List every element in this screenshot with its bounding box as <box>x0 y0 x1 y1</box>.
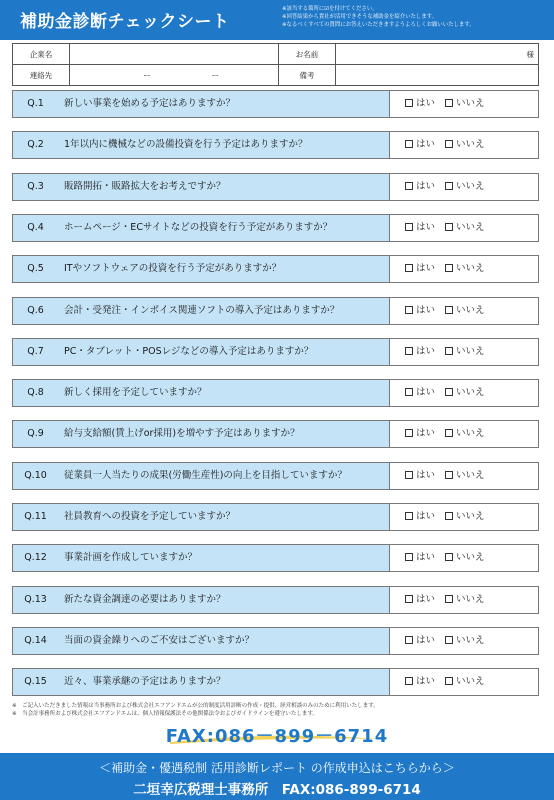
yes-checkbox[interactable] <box>405 471 413 479</box>
yes-label: はい <box>416 552 436 564</box>
no-label: いいえ <box>456 263 485 275</box>
no-checkbox[interactable] <box>445 429 453 437</box>
no-label: いいえ <box>456 511 485 522</box>
yes-checkbox[interactable] <box>405 553 413 561</box>
question-text: 近々、事業承継の予定はありますか？ <box>58 669 390 695</box>
contact-dash: ー <box>143 70 151 80</box>
yes-option[interactable] <box>405 669 435 695</box>
question-text: 新しく採用を予定していますか？ <box>58 380 390 406</box>
contact-field[interactable] <box>70 65 279 86</box>
question-row <box>12 627 539 655</box>
question-text: PC・タブレット・POSレジなどの導入予定はありますか？ <box>58 339 390 365</box>
no-option[interactable] <box>445 421 485 447</box>
no-option[interactable] <box>445 463 485 489</box>
contact-label: 連絡先 <box>13 65 70 86</box>
no-option[interactable] <box>445 174 485 200</box>
question-options <box>405 215 495 241</box>
question-number: Q.5 <box>13 256 59 282</box>
question-number: Q.13 <box>13 587 59 613</box>
yes-label: はい <box>416 511 436 522</box>
no-checkbox[interactable] <box>445 347 453 355</box>
question-number: Q.12 <box>13 545 59 571</box>
question-text: 1年以内に機械などの設備投資を行う予定はありますか？ <box>58 132 390 158</box>
no-checkbox[interactable] <box>445 636 453 644</box>
question-text: 販路開拓・販路拡大をお考えですか？ <box>58 174 390 200</box>
no-checkbox[interactable] <box>445 677 453 685</box>
question-options <box>405 628 495 654</box>
yes-option[interactable] <box>405 91 435 117</box>
question-text: 社員教育への投資を予定していますか？ <box>58 504 390 530</box>
no-label: いいえ <box>456 387 485 399</box>
question-number: Q.2 <box>13 132 59 158</box>
header-bar <box>0 0 554 40</box>
yes-option[interactable] <box>405 132 435 158</box>
question-options <box>405 380 495 406</box>
question-options <box>405 298 495 324</box>
question-row <box>12 462 539 490</box>
yes-label: はい <box>416 221 436 233</box>
info-table <box>12 43 539 86</box>
no-checkbox[interactable] <box>445 471 453 479</box>
no-label: いいえ <box>456 634 485 646</box>
yes-checkbox[interactable] <box>405 429 413 437</box>
name-label: お名前 <box>279 44 336 65</box>
question-options <box>405 91 495 117</box>
no-option[interactable] <box>445 91 485 117</box>
yes-checkbox[interactable] <box>405 677 413 685</box>
no-checkbox[interactable] <box>445 182 453 190</box>
yes-option[interactable] <box>405 215 435 241</box>
question-number: Q.14 <box>13 628 59 654</box>
yes-checkbox[interactable] <box>405 223 413 231</box>
remarks-field[interactable] <box>336 65 539 86</box>
question-row <box>12 131 539 159</box>
question-row <box>12 544 539 572</box>
yes-label: はい <box>416 428 436 440</box>
yes-checkbox[interactable] <box>405 347 413 355</box>
question-number: Q.15 <box>13 669 59 695</box>
no-option[interactable] <box>445 628 485 654</box>
no-option[interactable] <box>445 669 485 695</box>
question-text: 新しい事業を始める予定はありますか？ <box>58 91 390 117</box>
yes-option[interactable] <box>405 545 435 571</box>
no-checkbox[interactable] <box>445 140 453 148</box>
yes-checkbox[interactable] <box>405 264 413 272</box>
company-field[interactable] <box>70 44 279 65</box>
no-option[interactable] <box>445 504 485 530</box>
no-option[interactable] <box>445 587 485 613</box>
question-options <box>405 421 495 447</box>
question-row <box>12 586 539 614</box>
no-label: いいえ <box>456 469 485 481</box>
yes-option[interactable] <box>405 298 435 324</box>
name-field[interactable] <box>336 44 539 65</box>
no-label: いいえ <box>456 139 485 151</box>
question-number: Q.4 <box>13 215 59 241</box>
no-option[interactable] <box>445 380 485 406</box>
name-suffix: 様 <box>526 49 534 59</box>
footnotes <box>12 702 542 718</box>
footer-bar <box>0 753 554 800</box>
yes-option[interactable] <box>405 463 435 489</box>
no-label: いいえ <box>456 345 485 357</box>
no-label: いいえ <box>456 98 485 109</box>
question-row <box>12 338 539 366</box>
page-title: 補助金診断チェックシート <box>20 12 230 32</box>
yes-option[interactable] <box>405 504 435 530</box>
question-number: Q.3 <box>13 174 59 200</box>
question-number: Q.1 <box>13 91 59 117</box>
yes-label: はい <box>416 98 436 109</box>
question-text: 新たな資金調達の必要はありますか？ <box>58 587 390 613</box>
question-text: 当面の資金繰りへのご不安はございますか？ <box>58 628 390 654</box>
question-row <box>12 173 539 201</box>
yes-option[interactable] <box>405 380 435 406</box>
no-checkbox[interactable] <box>445 99 453 107</box>
yes-label: はい <box>416 469 436 481</box>
question-number: Q.7 <box>13 339 59 365</box>
company-label: 企業名 <box>13 44 70 65</box>
question-options <box>405 339 495 365</box>
no-checkbox[interactable] <box>445 264 453 272</box>
no-option[interactable] <box>445 132 485 158</box>
question-row <box>12 297 539 325</box>
yes-label: はい <box>416 304 436 316</box>
question-number: Q.8 <box>13 380 59 406</box>
yes-label: はい <box>416 676 436 688</box>
footer-line2: 二垣幸広税理士事務所 FAX:086-899-6714 <box>133 782 421 798</box>
yes-checkbox[interactable] <box>405 595 413 603</box>
question-options <box>405 132 495 158</box>
no-option[interactable] <box>445 339 485 365</box>
question-options <box>405 174 495 200</box>
question-row <box>12 90 539 118</box>
question-text: 会計・受発注・インボイス関連ソフトの導入予定はありますか？ <box>58 298 390 324</box>
question-row <box>12 668 539 696</box>
yes-checkbox[interactable] <box>405 182 413 190</box>
no-checkbox[interactable] <box>445 388 453 396</box>
footnote: ※ ご記入いただきました情報は当事務所および株式会社エフアンドエムが公的制度活用診断の作成・提供、経営相談のみのために利用いたします。 <box>12 703 379 709</box>
question-options <box>405 545 495 571</box>
header-notes <box>282 5 550 30</box>
yes-option[interactable] <box>405 628 435 654</box>
yes-checkbox[interactable] <box>405 388 413 396</box>
footer-line1: ＜補助金・優遇税制 活用診断レポート の作成申込はこちらから＞ <box>99 761 455 775</box>
yes-option[interactable] <box>405 256 435 282</box>
no-option[interactable] <box>445 298 485 324</box>
yes-checkbox[interactable] <box>405 512 413 520</box>
no-checkbox[interactable] <box>445 223 453 231</box>
no-checkbox[interactable] <box>445 306 453 314</box>
yes-checkbox[interactable] <box>405 140 413 148</box>
question-number: Q.11 <box>13 504 59 530</box>
question-number: Q.6 <box>13 298 59 324</box>
question-text: 給与支給額(賃上げor採用)を増やす予定はありますか？ <box>58 421 390 447</box>
yes-option[interactable] <box>405 421 435 447</box>
question-text: ITやソフトウェアの投資を行う予定がありますか？ <box>58 256 390 282</box>
no-label: いいえ <box>456 593 485 605</box>
yes-label: はい <box>416 345 436 357</box>
question-row <box>12 420 539 448</box>
no-label: いいえ <box>456 180 485 192</box>
no-label: いいえ <box>456 304 485 316</box>
yes-label: はい <box>416 180 436 192</box>
yes-option[interactable] <box>405 587 435 613</box>
no-option[interactable] <box>445 256 485 282</box>
question-row <box>12 379 539 407</box>
yes-label: はい <box>416 634 436 646</box>
no-checkbox[interactable] <box>445 595 453 603</box>
yes-option[interactable] <box>405 174 435 200</box>
question-text: 事業計画を作成していますか？ <box>58 545 390 571</box>
question-text: 従業員一人当たりの成果(労働生産性)の向上を目指していますか？ <box>58 463 390 489</box>
header-note: ※該当する箇所に☑を付けてください。 <box>282 6 378 12</box>
yes-option[interactable] <box>405 339 435 365</box>
yes-label: はい <box>416 139 436 151</box>
no-label: いいえ <box>456 428 485 440</box>
question-number: Q.9 <box>13 421 59 447</box>
contact-dash: ー <box>211 70 220 80</box>
question-options <box>405 504 495 530</box>
yes-checkbox[interactable] <box>405 636 413 644</box>
no-label: いいえ <box>456 221 485 233</box>
question-options <box>405 669 495 695</box>
yes-label: はい <box>416 593 436 605</box>
fax-number-large: FAX:086－899－6714 <box>165 726 389 747</box>
question-options <box>405 587 495 613</box>
question-row <box>12 214 539 242</box>
question-options <box>405 463 495 489</box>
yes-label: はい <box>416 263 436 275</box>
question-text: ホームページ・ECサイトなどの投資を行う予定がありますか？ <box>58 215 390 241</box>
no-checkbox[interactable] <box>445 553 453 561</box>
question-number: Q.10 <box>13 463 59 489</box>
yes-checkbox[interactable] <box>405 306 413 314</box>
yes-label: はい <box>416 387 436 399</box>
no-label: いいえ <box>456 552 485 564</box>
no-checkbox[interactable] <box>445 512 453 520</box>
no-label: いいえ <box>456 676 485 688</box>
question-row <box>12 503 539 531</box>
no-option[interactable] <box>445 215 485 241</box>
footnote: ※ 当会計事務所および株式会社エフアンドエムは、個人情報保護法その他関係法令およびガイドラインを遵守いたします。 <box>12 711 318 717</box>
yes-checkbox[interactable] <box>405 99 413 107</box>
remarks-label: 備考 <box>279 65 336 86</box>
no-option[interactable] <box>445 545 485 571</box>
header-note: ※なるべくすべての質問にお答えいただきますようよろしくお願いいたします。 <box>282 22 475 29</box>
header-note: ※回答結果から貴社が活用できそうな補助金を紹介いたします。 <box>282 14 438 21</box>
question-options <box>405 256 495 282</box>
question-row <box>12 255 539 283</box>
